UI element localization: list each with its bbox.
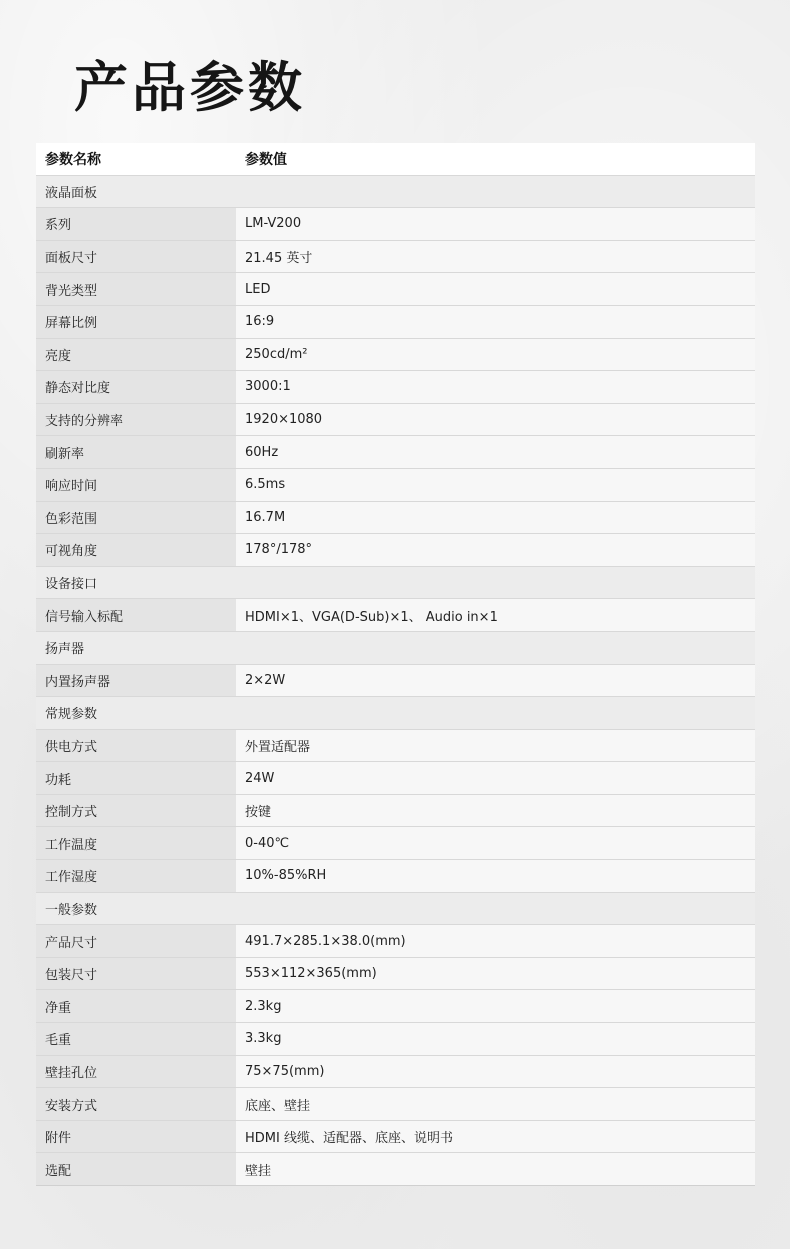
section-label: 常规参数 [36,697,755,730]
table-row [36,208,755,241]
table-row [36,957,755,990]
param-name-cell: 包装尺寸 [36,957,236,990]
param-name-cell: 信号输入标配 [36,599,236,632]
table-row [36,436,755,469]
param-name-cell: 内置扬声器 [36,664,236,697]
param-value-cell: 491.7×285.1×38.0(mm) [236,925,755,958]
section-label: 设备接口 [36,566,755,599]
table-row [36,468,755,501]
param-value-cell: 3000:1 [236,371,755,404]
table-row [36,1088,755,1121]
table-row [36,827,755,860]
param-name-cell: 静态对比度 [36,371,236,404]
param-name-cell: 安装方式 [36,1088,236,1121]
param-name-cell: 刷新率 [36,436,236,469]
section-label: 一般参数 [36,892,755,925]
table-row [36,794,755,827]
table-row [36,240,755,273]
table-row [36,1023,755,1056]
param-value-cell: 553×112×365(mm) [236,957,755,990]
param-name-cell: 壁挂孔位 [36,1055,236,1088]
table-row [36,990,755,1023]
table-row [36,534,755,567]
param-name-cell: 附件 [36,1120,236,1153]
param-name-cell: 系列 [36,208,236,241]
header-name-cell: 参数名称 [36,143,236,175]
param-name-cell: 屏幕比例 [36,305,236,338]
param-value-cell: 178°/178° [236,534,755,567]
param-name-cell: 可视角度 [36,534,236,567]
table-row [36,501,755,534]
param-name-cell: 支持的分辨率 [36,403,236,436]
param-value-cell: 16:9 [236,305,755,338]
param-name-cell: 选配 [36,1153,236,1186]
table-row [36,1120,755,1153]
table-row [36,860,755,893]
param-value-cell: 3.3kg [236,1023,755,1056]
param-name-cell: 色彩范围 [36,501,236,534]
param-value-cell: 21.45 英寸 [236,240,755,273]
table-row [36,664,755,697]
param-name-cell: 背光类型 [36,273,236,306]
param-value-cell: 24W [236,762,755,795]
param-value-cell: LM-V200 [236,208,755,241]
section-label: 液晶面板 [36,175,755,208]
param-name-cell: 毛重 [36,1023,236,1056]
table-row [36,729,755,762]
section-row [36,697,755,730]
param-value-cell: LED [236,273,755,306]
param-name-cell: 供电方式 [36,729,236,762]
section-row [36,175,755,208]
spec-table-body [36,143,755,1186]
table-row [36,305,755,338]
table-row [36,403,755,436]
param-value-cell: 6.5ms [236,468,755,501]
param-name-cell: 工作温度 [36,827,236,860]
table-row [36,599,755,632]
table-row [36,1055,755,1088]
param-value-cell: 10%-85%RH [236,860,755,893]
param-name-cell: 产品尺寸 [36,925,236,958]
param-value-cell: 16.7M [236,501,755,534]
param-value-cell: HDMI×1、VGA(D-Sub)×1、 Audio in×1 [236,599,755,632]
param-value-cell: 0-40℃ [236,827,755,860]
param-value-cell: 60Hz [236,436,755,469]
param-value-cell: 底座、壁挂 [236,1088,755,1121]
table-row [36,273,755,306]
param-value-cell: 按键 [236,794,755,827]
table-header-row [36,143,755,175]
param-value-cell: 2×2W [236,664,755,697]
param-name-cell: 净重 [36,990,236,1023]
param-value-cell: 75×75(mm) [236,1055,755,1088]
spec-table [36,143,755,1186]
param-name-cell: 控制方式 [36,794,236,827]
param-value-cell: 2.3kg [236,990,755,1023]
table-row [36,338,755,371]
param-name-cell: 响应时间 [36,468,236,501]
section-row [36,892,755,925]
table-row [36,762,755,795]
param-value-cell: HDMI 线缆、适配器、底座、说明书 [236,1120,755,1153]
table-row [36,1153,755,1186]
section-row [36,566,755,599]
section-label: 扬声器 [36,631,755,664]
param-value-cell: 250cd/m² [236,338,755,371]
param-name-cell: 面板尺寸 [36,240,236,273]
param-name-cell: 功耗 [36,762,236,795]
param-value-cell: 1920×1080 [236,403,755,436]
table-row [36,371,755,404]
param-value-cell: 外置适配器 [236,729,755,762]
page-title: 产品参数 [74,56,306,119]
table-row [36,925,755,958]
param-value-cell: 壁挂 [236,1153,755,1186]
section-row [36,631,755,664]
param-name-cell: 亮度 [36,338,236,371]
header-value-cell: 参数值 [236,143,755,175]
param-name-cell: 工作湿度 [36,860,236,893]
